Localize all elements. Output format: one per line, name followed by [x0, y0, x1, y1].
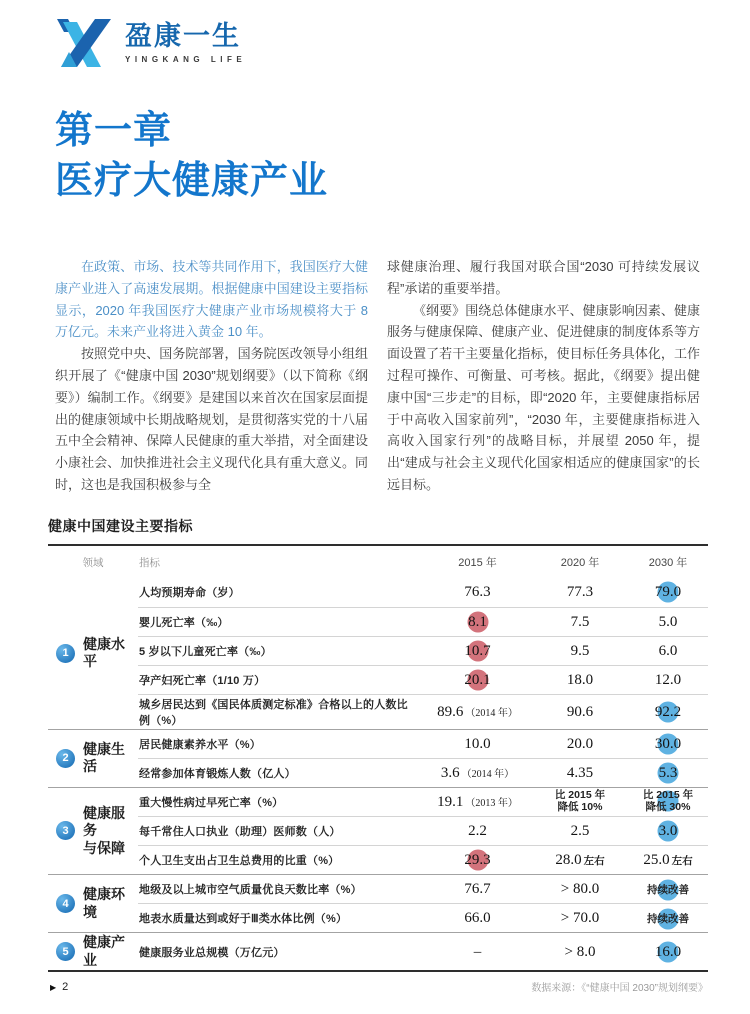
section-name: 健康服务 与保障 [83, 804, 125, 856]
body-paragraph: 《纲要》围绕总体健康水平、健康影响因素、健康服务与健康保障、健康产业、促进健康的制度体系等方面设置了若干主要量化指标，使目标任务具体化，工作过程可操作、可衡量、可考核。据此，《纲要》提出健康中国“三步走”的目标，即“2020 年，主要健康指标居于中高收入国家前列”，“2030 年，主要健康指标进入高收入国家行列”的战略目标，并展望 2050 年，提出“建成与社会主义现代化国家相适应的健康国家”的长远目标。 [387, 302, 700, 492]
value-cell: 25.0 左右 [628, 846, 708, 875]
table-header-row [48, 545, 708, 578]
table-row [48, 817, 708, 846]
header-domain: 领域 [82, 556, 104, 569]
logo-icon [55, 18, 113, 68]
value-cell: 19.1 （2013 年） [423, 787, 532, 817]
indicator-cell: 城乡居民达到《国民体质测定标准》合格以上的人数比例（%） [138, 694, 423, 729]
chapter-title [55, 106, 328, 206]
domain-cell [48, 578, 138, 729]
body-column-right [387, 256, 700, 496]
value-cell: 29.3 [423, 846, 532, 875]
header-indicator: 指标 [139, 556, 160, 569]
body-column-left [55, 256, 368, 496]
value-cell: 66.0 [423, 904, 532, 933]
value-cell: 5.3 [628, 758, 708, 787]
header-2030: 2030 年 [648, 557, 688, 569]
value-cell: 10.0 [423, 729, 532, 758]
value-cell: 6.0 [628, 636, 708, 665]
value-cell: 4.35 [532, 758, 628, 787]
page-number-value: 2 [62, 981, 69, 993]
table-row [48, 694, 708, 729]
section-number-badge: 4 [56, 894, 75, 913]
domain-cell [48, 933, 138, 972]
table-row [48, 904, 708, 933]
value-cell: 20.0 [532, 729, 628, 758]
value-cell: 12.0 [628, 665, 708, 694]
value-cell: 2.5 [532, 817, 628, 846]
table-row [48, 846, 708, 875]
value-cell: 79.0 [654, 584, 682, 601]
value-cell: 2.2 [423, 817, 532, 846]
table-row [48, 933, 708, 972]
indicator-cell: 5 岁以下儿童死亡率（‰） [138, 636, 423, 665]
indicator-cell: 重大慢性病过早死亡率（%） [138, 787, 423, 817]
value-cell: 90.6 [532, 694, 628, 729]
value-cell: 8.1 [423, 607, 532, 636]
page-marker-icon: ▶ [50, 982, 57, 992]
body-paragraph: 在政策、市场、技术等共同作用下，我国医疗大健康产业进入了高速发展期。根据健康中国建设主要指标显示，2020 年我国医疗大健康产业市场规模将大于 8 万亿元。未来产业将进入黄金 10 年。 [55, 259, 368, 340]
value-cell: > 8.0 [532, 933, 628, 972]
logo-name-en: YINGKANG LIFE [125, 54, 247, 64]
value-cell: – [423, 933, 532, 972]
page-number [50, 981, 68, 993]
value-cell: 28.0 左右 [532, 846, 628, 875]
section-name: 健康产业 [83, 934, 125, 968]
table-row [48, 607, 708, 636]
chapter-number: 第一章 [55, 110, 173, 152]
section-name: 健康生活 [83, 740, 125, 774]
value-cell: 76.7 [423, 875, 532, 904]
indicator-table [48, 544, 708, 972]
data-source-note: 数据来源：《“健康中国 2030”规划纲要》 [531, 983, 708, 995]
indicator-cell: 每千常住人口执业（助理）医师数（人） [138, 817, 423, 846]
indicator-table-body [48, 578, 708, 971]
table-row [48, 729, 708, 758]
value-cell: > 80.0 [532, 875, 628, 904]
value-cell: 18.0 [532, 665, 628, 694]
chapter-name: 医疗大健康产业 [55, 160, 329, 203]
table-row [48, 787, 708, 817]
table-row [48, 758, 708, 787]
value-cell: 比 2015 年 降低 30% [628, 787, 708, 817]
table-title: 健康中国建设主要指标 [48, 518, 193, 534]
section-number-badge: 3 [56, 821, 75, 840]
indicator-cell: 居民健康素养水平（%） [138, 729, 423, 758]
indicator-cell: 孕产妇死亡率（1/10 万） [138, 665, 423, 694]
value-cell: > 70.0 [532, 904, 628, 933]
value-cell: 3.6 （2014 年） [423, 758, 532, 787]
table-row [48, 875, 708, 904]
table-row [48, 665, 708, 694]
indicator-cell: 地级及以上城市空气质量优良天数比率（%） [138, 875, 423, 904]
header-2015: 2015 年 [458, 557, 497, 569]
logo-name-cn: 盈康一生 [125, 20, 241, 51]
value-cell: 10.7 [423, 636, 532, 665]
value-cell: 92.2 [628, 694, 708, 729]
value-cell: 20.1 [423, 665, 532, 694]
indicator-table-section [48, 516, 708, 994]
value-cell: 16.0 [628, 933, 708, 972]
section-name: 健康环境 [83, 886, 125, 920]
value-cell: 比 2015 年 降低 10% [532, 787, 628, 817]
section-name: 健康水平 [83, 635, 125, 670]
value-cell: 76.3 [464, 584, 491, 601]
brand-logo [55, 18, 246, 68]
value-cell: 持续改善 [628, 904, 708, 933]
value-cell: 3.0 [628, 817, 708, 846]
body-paragraph: 球健康治理、履行我国对联合国“2030 可持续发展议程”承诺的重要举措。 [387, 259, 700, 296]
domain-cell [48, 729, 138, 787]
table-row [48, 636, 708, 665]
header-2020: 2020 年 [560, 557, 600, 569]
indicator-cell: 婴儿死亡率（‰） [138, 607, 423, 636]
value-cell: 77.3 [566, 584, 594, 601]
value-cell: 7.5 [532, 607, 628, 636]
section-number-badge: 5 [56, 942, 75, 961]
value-cell: 9.5 [532, 636, 628, 665]
value-cell: 89.6 （2014 年） [423, 694, 532, 729]
logo-text [125, 20, 247, 64]
value-cell: 持续改善 [628, 875, 708, 904]
value-cell: 5.0 [628, 607, 708, 636]
section-number-badge: 1 [56, 644, 75, 663]
indicator-cell: 健康服务业总规模（万亿元） [138, 933, 423, 972]
indicator-cell: 人均预期寿命（岁） [139, 587, 240, 600]
body-paragraph: 按照党中央、国务院部署，国务院医改领导小组组织开展了《“健康中国 2030”规划纲要》（以下简称《纲要》）编制工作。《纲要》是建国以来首次在国家层面提出的健康领域中长期战略规划，是贯彻落实党的十八届五中全会精神、保障人民健康的重大举措，对全面建设小康社会、加快推进社会主义现代化具有重大意义。同时，这也是我国积极参与全 [55, 346, 368, 492]
indicator-cell: 地表水质量达到或好于Ⅲ类水体比例（%） [138, 904, 423, 933]
value-cell: 30.0 [628, 729, 708, 758]
indicator-cell: 个人卫生支出占卫生总费用的比重（%） [138, 846, 423, 875]
table-row [48, 578, 708, 607]
domain-cell [48, 875, 138, 933]
domain-cell [48, 787, 138, 875]
section-number-badge: 2 [56, 749, 75, 768]
indicator-cell: 经常参加体育锻炼人数（亿人） [138, 758, 423, 787]
